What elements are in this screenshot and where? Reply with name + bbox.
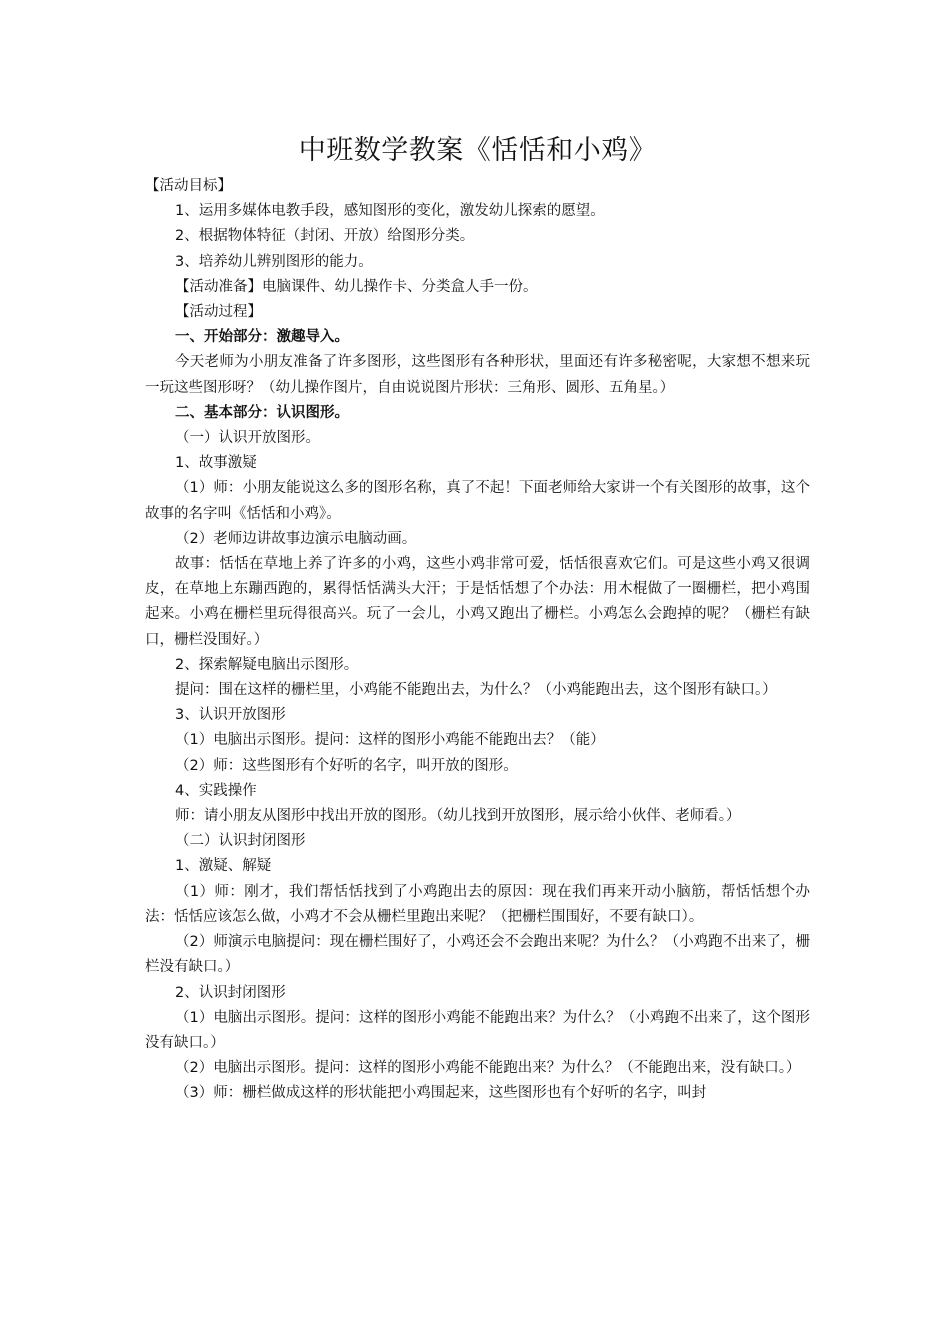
- paragraph: 提问：围在这样的栅栏里，小鸡能不能跑出去，为什么？（小鸡能跑出去，这个图形有缺口。）: [175, 682, 777, 699]
- paragraph: 3、培养幼儿辨别图形的能力。: [175, 253, 373, 270]
- paragraph: 1、故事激疑: [175, 455, 257, 472]
- paragraph: （1）师：刚才，我们帮恬恬找到了小鸡跑出去的原因：现在我们再来开动小脑筋，帮恬恬想个办法：恬恬应该怎么做，小鸡才不会从栅栏里跑出来呢？（把栅栏围围好，不要有缺口）。: [145, 883, 810, 925]
- paragraph: 2、认识封闭图形: [175, 984, 286, 1001]
- document-page: [145, 128, 810, 1107]
- paragraph: 3、认识开放图形: [175, 707, 286, 724]
- document-body: [145, 174, 810, 1107]
- paragraph: 2、探索解疑电脑出示图形。: [175, 656, 359, 673]
- paragraph: 4、实践操作: [175, 782, 257, 799]
- paragraph: （1）师：小朋友能说这么多的图形名称，真了不起！下面老师给大家讲一个有关图形的故事，这个故事的名字叫《恬恬和小鸡》。: [145, 480, 810, 522]
- paragraph: 一、开始部分：激趣导入。: [175, 329, 349, 346]
- paragraph: 2、根据物体特征（封闭、开放）给图形分类。: [175, 228, 475, 245]
- paragraph: （2）电脑出示图形。提问：这样的图形小鸡能不能跑出来？为什么？（不能跑出来，没有缺口。）: [175, 1060, 801, 1077]
- paragraph: 师：请小朋友从图形中找出开放的图形。（幼儿找到开放图形，展示给小伙伴、老师看。）: [175, 808, 741, 825]
- paragraph: （2）老师边讲故事边演示电脑动画。: [175, 530, 417, 547]
- paragraph: 今天老师为小朋友准备了许多图形，这些图形有各种形状，里面还有许多秘密呢，大家想不想来玩一玩这些图形呀？（幼儿操作图片，自由说说图片形状：三角形、圆形、五角星。）: [145, 354, 810, 396]
- paragraph: 1、激疑、解疑: [175, 858, 272, 875]
- paragraph: 【活动过程】: [175, 304, 262, 321]
- paragraph: （一）认识开放图形。: [175, 430, 320, 447]
- paragraph: （1）电脑出示图形。提问：这样的图形小鸡能不能跑出去？（能）: [175, 732, 605, 749]
- paragraph: （3）师：栅栏做成这样的形状能把小鸡围起来，这些图形也有个好听的名字，叫封: [175, 1085, 707, 1102]
- paragraph: （二）认识封闭图形: [175, 833, 306, 850]
- paragraph: 1、运用多媒体电教手段，感知图形的变化，激发幼儿探索的愿望。: [175, 203, 605, 220]
- paragraph: （2）师：这些图形有个好听的名字，叫开放的图形。: [175, 757, 518, 774]
- paragraph: （2）师演示电脑提问：现在栅栏围好了，小鸡还会不会跑出来呢？为什么？（小鸡跑不出来了，栅栏没有缺口。）: [145, 934, 810, 976]
- paragraph: 二、基本部分：认识图形。: [175, 404, 349, 421]
- paragraph: 故事：恬恬在草地上养了许多的小鸡，这些小鸡非常可爱，恬恬很喜欢它们。可是这些小鸡又很调皮，在草地上东蹦西跑的，累得恬恬满头大汗；于是恬恬想了个办法：用木棍做了一圈栅栏，把小鸡围起来。小鸡在栅栏里玩得很高兴。玩了一会儿，小鸡又跑出了栅栏。小鸡怎么会跑掉的呢？（栅栏有缺口，栅栏没围好。）: [145, 556, 810, 648]
- paragraph: 【活动准备】电脑课件、幼儿操作卡、分类盒人手一份。: [175, 278, 538, 295]
- paragraph: （1）电脑出示图形。提问：这样的图形小鸡能不能跑出来？为什么？（小鸡跑不出来了，这个图形没有缺口。）: [145, 1009, 810, 1051]
- document-title: 中班数学教案《恬恬和小鸡》: [298, 135, 657, 166]
- paragraph: 【活动目标】: [145, 178, 232, 194]
